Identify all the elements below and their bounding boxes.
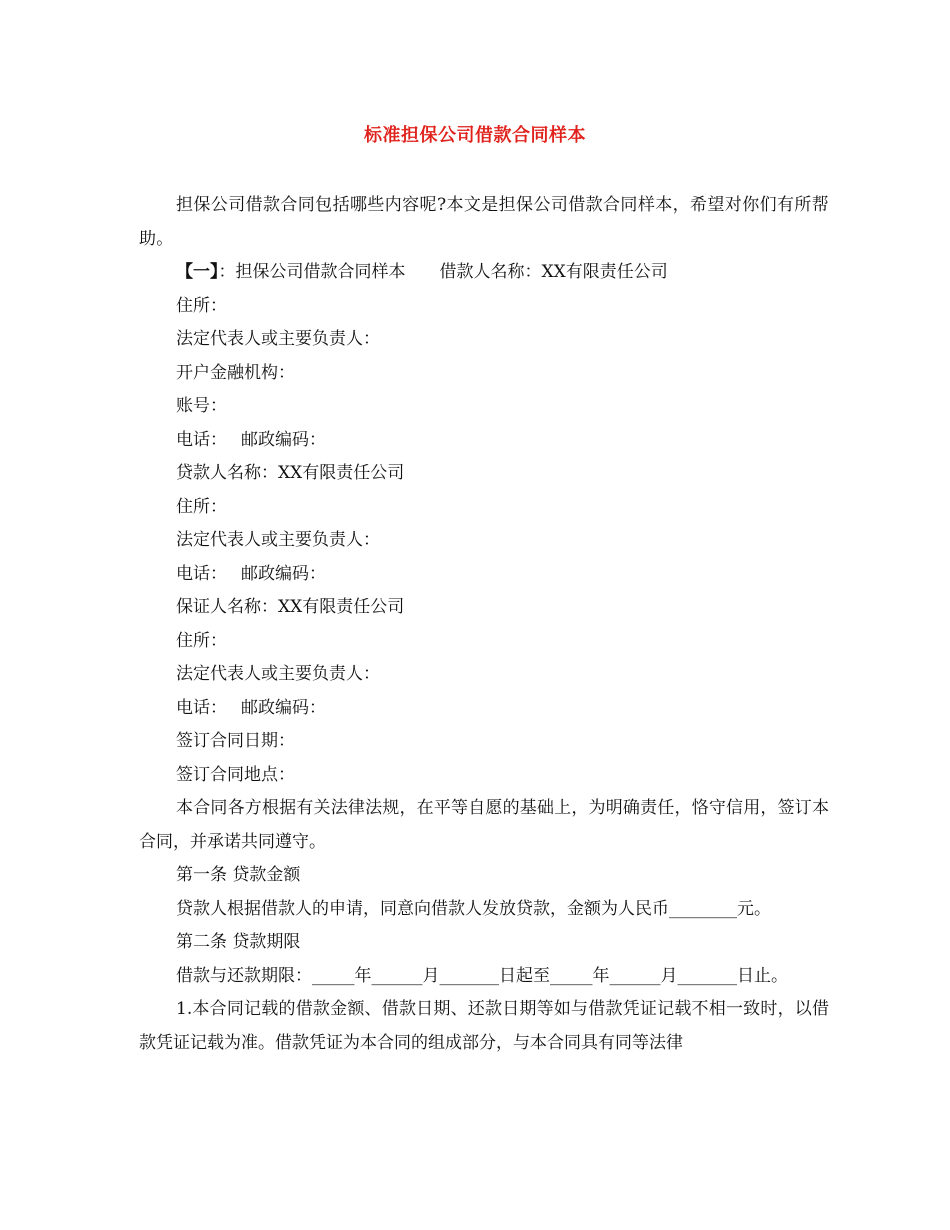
borrower-name: 借款人名称：XX有限责任公司 [439, 262, 668, 282]
clause-1-paragraph: 1.本合同记载的借款金额、借款日期、还款日期等如与借款凭证记载不相一致时，以借款凭证记载为准。借款凭证为本合同的组成部分，与本合同具有同等法律 [139, 999, 829, 1053]
borrower-phone: 电话： [176, 429, 227, 450]
borrower-bank: 开户金融机构： [176, 362, 295, 383]
document-title: 标准担保公司借款合同样本 [364, 125, 586, 146]
article-1-heading: 第一条 贷款金额 [176, 865, 301, 885]
lender-phone: 电话： [176, 563, 227, 584]
sign-place: 签订合同地点： [176, 764, 295, 785]
section-heading-text: ：担保公司借款合同样本 [218, 262, 406, 282]
article-2-heading: 第二条 贷款期限 [176, 932, 301, 952]
section-marker: 【一】 [176, 262, 219, 282]
article-2-text: 借款与还款期限：_____年______月_______日起至_____年______月_______日止。 [176, 965, 788, 986]
preamble-paragraph: 本合同各方根据有关法律法规，在平等自愿的基础上，为明确责任，恪守信用，签订本合同，并承诺共同遵守。 [139, 798, 829, 852]
lender-representative: 法定代表人或主要负责人： [176, 530, 380, 550]
borrower-representative: 法定代表人或主要负责人： [176, 329, 380, 349]
lender-postcode: 邮政编码： [241, 563, 326, 584]
lender-address: 住所： [176, 496, 227, 517]
section-heading [139, 256, 829, 290]
guarantor-phone-line [139, 692, 829, 726]
intro-paragraph: 担保公司借款合同包括哪些内容呢?本文是担保公司借款合同样本，希望对你们有所帮助。 [139, 195, 829, 249]
borrower-phone-line [139, 424, 829, 458]
guarantor-name: 保证人名称：XX有限责任公司 [176, 597, 405, 617]
lender-name: 贷款人名称：XX有限责任公司 [176, 463, 405, 483]
sign-date: 签订合同日期： [176, 731, 295, 751]
borrower-account: 账号： [176, 396, 227, 416]
guarantor-postcode: 邮政编码： [241, 697, 326, 718]
guarantor-representative: 法定代表人或主要负责人： [176, 664, 380, 684]
borrower-address: 住所： [176, 295, 227, 316]
lender-phone-line [139, 558, 829, 592]
guarantor-address: 住所： [176, 630, 227, 651]
article-1-text: 贷款人根据借款人的申请，同意向借款人发放贷款，金额为人民币________元。 [176, 898, 771, 919]
borrower-postcode: 邮政编码： [241, 429, 326, 450]
guarantor-phone: 电话： [176, 697, 227, 718]
document-body [139, 189, 829, 1060]
